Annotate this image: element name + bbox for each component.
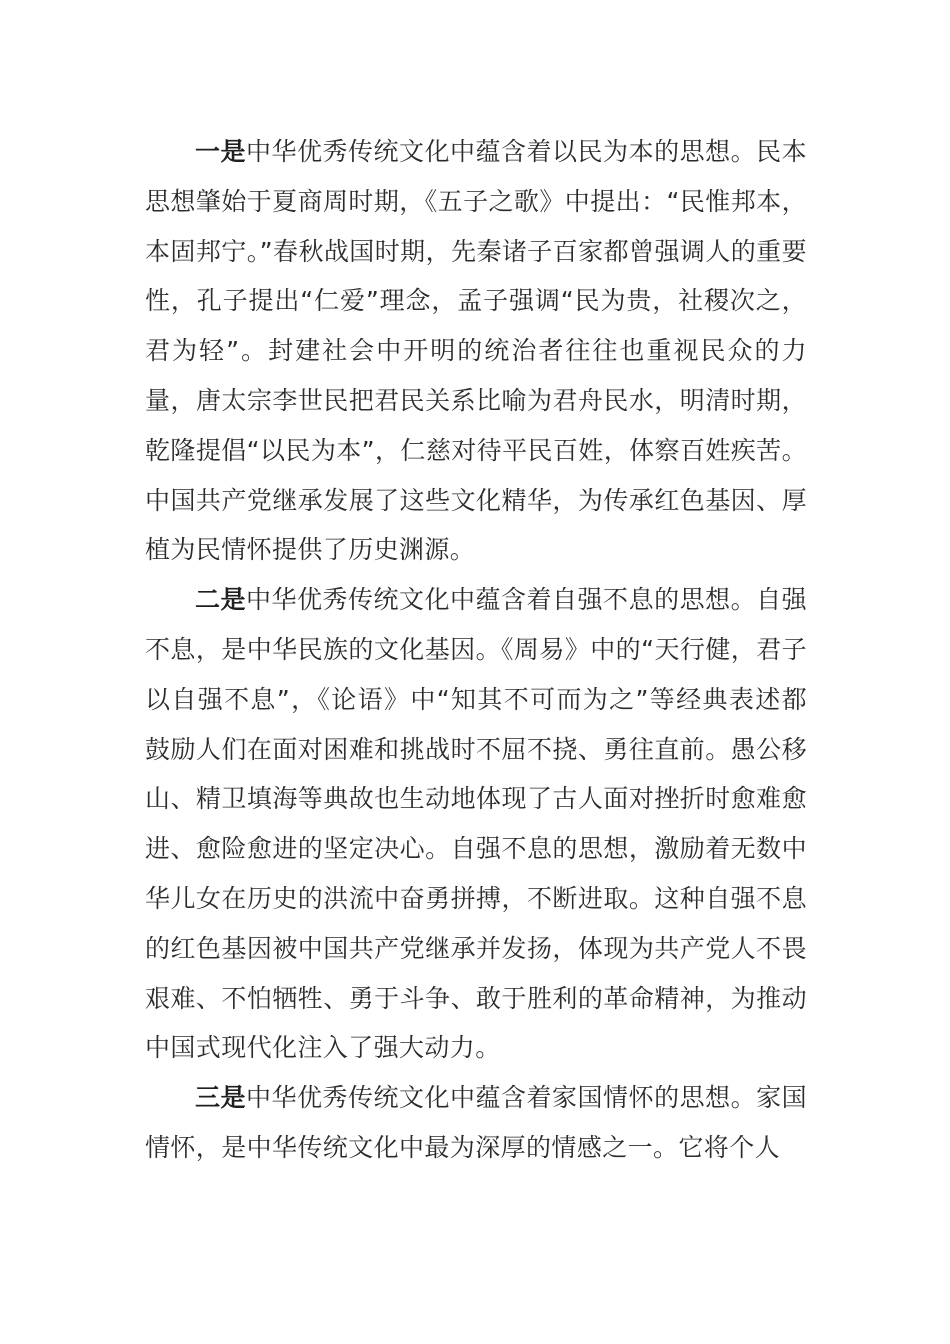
paragraph-self-improvement [145, 575, 807, 1073]
paragraph-patriotism [145, 1073, 807, 1173]
paragraph-text: 中华优秀传统文化中蕴含着以民为本的思想。民本思想肇始于夏商周时期，《五子之歌》中提出：“民惟邦本，本固邦宁。”春秋战国时期，先秦诸子百家都曾强调人的重要性，孔子提出“仁爱”理念，孟子强调“民为贵，社稷次之，君为轻”。封建社会中开明的统治者往往也重视民众的力量，唐太宗李世民把君民关系比喻为君舟民水，明清时期，乾隆提倡“以民为本”，仁慈对待平民百姓，体察百姓疾苦。中国共产党继承发展了这些文化精华，为传承红色基因、厚植为民情怀提供了历史渊源。 [145, 137, 807, 565]
paragraph-people-oriented [145, 127, 807, 575]
paragraph-lead: 三是 [195, 1083, 247, 1113]
paragraph-text: 中华优秀传统文化中蕴含着家国情怀的思想。家国情怀，是中华传统文化中最为深厚的情感之一。它将个人 [145, 1083, 807, 1162]
paragraph-text: 中华优秀传统文化中蕴含着自强不息的思想。自强不息，是中华民族的文化基因。《周易》中的“天行健，君子以自强不息”，《论语》中“知其不可而为之”等经典表述都鼓励人们在面对困难和挑战时不屈不挠、勇往直前。愚公移山、精卫填海等典故也生动地体现了古人面对挫折时愈难愈进、愈险愈进的坚定决心。自强不息的思想，激励着无数中华儿女在历史的洪流中奋勇拼搏，不断进取。这种自强不息的红色基因被中国共产党继承并发扬，体现为共产党人不畏艰难、不怕牺牲、勇于斗争、敢于胜利的革命精神，为推动中国式现代化注入了强大动力。 [145, 585, 807, 1063]
document-page [145, 127, 807, 1173]
paragraph-lead: 二是 [195, 585, 247, 615]
paragraph-lead: 一是 [195, 137, 247, 166]
